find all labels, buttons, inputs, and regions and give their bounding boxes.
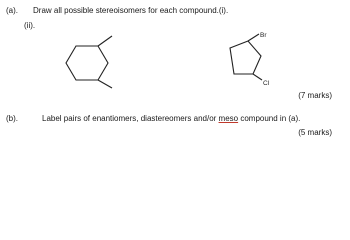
marks-a: (7 marks): [298, 91, 332, 100]
question-a-text: Draw all possible stereoisomers for each compound.(i).: [33, 6, 229, 15]
cyclopentane-ring: [230, 41, 261, 74]
meso-word: meso: [218, 114, 239, 123]
bromo-bond: [248, 34, 259, 41]
chloro-bond: [253, 74, 262, 80]
methyl-bond-bottom: [98, 80, 112, 88]
question-a-sub-label: (ii).: [24, 21, 36, 30]
marks-b: (5 marks): [298, 128, 332, 137]
question-b-text: [42, 115, 300, 123]
question-b-text-before: Label pairs of enantiomers, diastereomers and/or: [42, 114, 219, 123]
question-b-label: (b).: [6, 114, 18, 123]
methyl-bond-top: [98, 36, 112, 46]
cyclohexane-ring: [66, 46, 108, 80]
cyclohexane-structure: [50, 28, 150, 98]
question-b-text-after: compound in (a).: [238, 114, 301, 123]
bromine-label: Br: [260, 32, 267, 39]
cyclopentane-structure: [212, 28, 302, 98]
question-a-label: (a).: [6, 6, 18, 15]
chlorine-label: Cl: [263, 80, 270, 87]
